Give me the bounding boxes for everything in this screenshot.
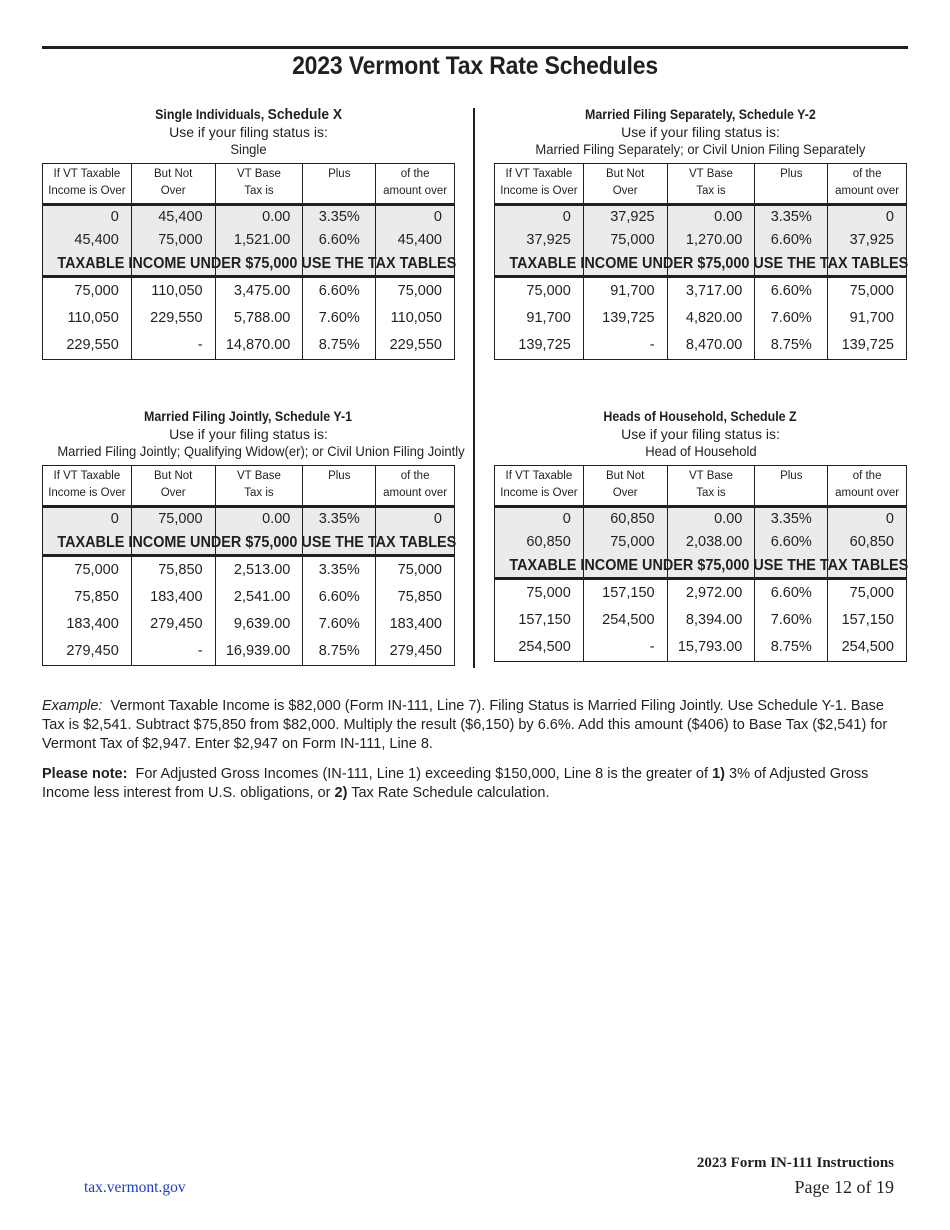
base-tax-cell: 0.00 [215,206,303,229]
rate-table [42,465,455,666]
column-header-line: amount over [835,184,900,197]
amount-over-cell: 183,400 [375,611,454,638]
filing-statuses: Head of Household [644,443,757,459]
column-header-line: But Not [606,469,645,482]
note-text-a: For Adjusted Gross Incomes (IN-111, Line 1) exceeding $150,000, Line 8 is the greater of [135,766,709,782]
rate-cell: 3.35% [754,508,827,531]
rate-cell: 6.60% [754,531,827,554]
column-header-line: Income is Over [48,486,126,499]
but-not-over-cell: 110,050 [131,278,215,305]
rate-cell: 6.60% [754,580,827,607]
table-row [43,557,454,584]
base-tax-cell: 8,394.00 [667,607,755,634]
rate-cell: 7.60% [754,305,827,332]
shaded-bracket-block [494,203,907,278]
schedule-y1 [42,408,465,666]
base-tax-cell: 14,870.00 [215,332,303,359]
rate-cell: 7.60% [754,607,827,634]
amount-over-cell: 229,550 [375,332,454,359]
schedule-y2 [494,106,907,360]
income-over-cell: 157,150 [518,611,571,628]
base-tax-cell: 8,470.00 [667,332,755,359]
example-paragraph [42,697,908,754]
income-over-cell: 0 [562,510,571,527]
base-tax-cell: 2,038.00 [667,531,755,554]
amount-over-cell: 60,850 [827,531,906,554]
tax-tables-note-row [495,252,909,275]
base-tax-cell: 1,270.00 [667,229,755,252]
base-tax-cell: 5,788.00 [215,305,303,332]
column-header-line: Income is Over [48,184,126,197]
column-header [754,164,827,203]
column-header-row [494,163,907,203]
income-over-cell: 75,000 [74,282,119,299]
but-not-over-cell: - [131,638,215,665]
table-row [43,611,454,638]
column-header-line: of the [400,167,430,180]
tax-tables-note-row [43,252,457,275]
column-header-line: But Not [606,167,645,180]
column-header [583,164,667,203]
amount-over-cell: 0 [827,206,906,229]
schedule-header [494,106,907,159]
but-not-over-cell: 75,000 [583,531,667,554]
schedule-name-big: Schedule X [267,106,342,123]
column-header-line: of the [852,469,882,482]
but-not-over-cell: 157,150 [583,580,667,607]
column-header [495,466,583,505]
but-not-over-cell: 37,925 [583,206,667,229]
example-text: Vermont Taxable Income is $82,000 (Form IN-111, Line 7). Filing Status is Married Filing Jointly. Use Schedule Y-1. Base Tax is $2,541. Subtract $75,850 from $82,000. Multiply the result ($6,150) by 6.6%. Add this amount ($406) to Base Tax ($2,541) for Vermont Tax of $2,947. Enter $2,947 on Form IN-111, Line 8. [42,698,888,752]
column-header [754,466,827,505]
top-rule [42,46,908,49]
use-if-text: Use if your filing status is: [169,425,328,442]
table-row [495,508,906,531]
amount-over-cell: 254,500 [827,634,906,661]
but-not-over-cell: 60,850 [583,508,667,531]
column-header-line: If VT Taxable [505,167,573,180]
table-row [43,332,454,359]
table-row [43,508,454,531]
column-header-line: But Not [154,167,193,180]
but-not-over-cell: 75,850 [131,557,215,584]
column-header-line: Plus [780,469,803,482]
use-if-text: Use if your filing status is: [621,425,780,442]
but-not-over-cell: 254,500 [583,607,667,634]
column-header-line: Over [612,486,638,499]
column-header-row [42,163,455,203]
table-row [43,638,454,665]
column-header [131,466,215,505]
note-num-2: 2) [334,785,348,801]
column-header-line: If VT Taxable [505,469,573,482]
table-row [495,634,906,661]
income-over-cell: 139,725 [518,336,571,353]
upper-bracket-block [494,580,907,662]
center-divider [473,108,475,668]
example-label: Example: [42,698,103,714]
income-over-cell: 75,000 [526,584,571,601]
table-row [495,229,906,252]
schedule-name: Heads of Household, Schedule Z [603,409,798,424]
table-row [43,229,454,252]
column-header [495,164,583,203]
column-header [302,164,375,203]
income-over-cell: 60,850 [526,533,571,550]
but-not-over-cell: 229,550 [131,305,215,332]
shaded-bracket-block [42,505,455,557]
note-text-b: 3% of Adjusted Gross Income less interest from U.S. obligations, or [42,766,869,801]
table-row [495,531,906,554]
table-row [495,607,906,634]
column-header-row [494,465,907,505]
tax-tables-note: TAXABLE INCOME UNDER $75,000 USE THE TAX TABLES [57,533,457,551]
but-not-over-cell: - [131,332,215,359]
income-over-cell: 37,925 [526,231,571,248]
base-tax-cell: 2,972.00 [667,580,755,607]
table-row [43,206,454,229]
column-header-line: If VT Taxable [53,167,121,180]
column-header [215,164,303,203]
base-tax-cell: 2,541.00 [215,584,303,611]
column-header-line: Income is Over [500,184,578,197]
column-header-line: VT Base [237,167,281,180]
column-header [827,164,906,203]
upper-bracket-block [42,278,455,360]
column-header-line: Plus [328,469,351,482]
income-over-cell: 0 [562,208,571,225]
rate-cell: 7.60% [302,611,375,638]
table-row [495,278,906,305]
amount-over-cell: 75,000 [827,278,906,305]
schedule-header [494,408,907,461]
base-tax-cell: 16,939.00 [215,638,303,665]
note-text-c: Tax Rate Schedule calculation. [351,785,550,801]
filing-statuses: Single [230,141,267,157]
base-tax-cell: 2,513.00 [215,557,303,584]
column-header [583,466,667,505]
income-over-cell: 91,700 [526,309,571,326]
base-tax-cell: 3,717.00 [667,278,755,305]
schedule-x [42,106,455,360]
table-row [495,206,906,229]
but-not-over-cell: 45,400 [131,206,215,229]
filing-statuses: Married Filing Separately; or Civil Union Filing Separately [535,141,866,157]
column-header-line: VT Base [689,167,733,180]
column-header-line: Tax is [244,184,274,197]
column-header-line: Over [160,184,186,197]
column-header-line: If VT Taxable [53,469,121,482]
footer-form-title: 2023 Form IN-111 Instructions [696,1155,894,1171]
column-header-line: Tax is [244,486,274,499]
upper-bracket-block [494,278,907,360]
rate-cell: 6.60% [302,278,375,305]
income-over-cell: 110,050 [67,309,119,326]
income-over-cell: 0 [110,208,119,225]
rate-cell: 3.35% [754,206,827,229]
rate-cell: 8.75% [302,638,375,665]
rate-cell: 6.60% [302,229,375,252]
column-header [43,164,131,203]
filing-statuses: Married Filing Jointly; Qualifying Widow(er); or Civil Union Filing Jointly [57,443,465,459]
column-header-line: Income is Over [500,486,578,499]
income-over-cell: 0 [110,510,119,527]
rate-cell: 8.75% [754,634,827,661]
use-if-text: Use if your filing status is: [621,123,780,140]
table-row [43,305,454,332]
column-header-line: Tax is [696,486,726,499]
amount-over-cell: 75,000 [827,580,906,607]
amount-over-cell: 0 [375,206,454,229]
rate-cell: 3.35% [302,557,375,584]
column-header [667,466,755,505]
schedule-name: Married Filing Jointly, Schedule Y-1 [144,409,353,424]
base-tax-cell: 15,793.00 [667,634,755,661]
use-if-text: Use if your filing status is: [169,123,328,140]
tax-tables-note-row [43,531,457,554]
page-title: 2023 Vermont Tax Rate Schedules [292,52,658,80]
amount-over-cell: 139,725 [827,332,906,359]
rate-cell: 3.35% [302,206,375,229]
amount-over-cell: 0 [827,508,906,531]
shaded-bracket-block [494,505,907,580]
rate-cell: 7.60% [302,305,375,332]
but-not-over-cell: - [583,332,667,359]
column-header [827,466,906,505]
column-header-line: But Not [154,469,193,482]
base-tax-cell: 1,521.00 [215,229,303,252]
column-header [131,164,215,203]
column-header-line: of the [852,167,882,180]
income-over-cell: 75,000 [526,282,571,299]
amount-over-cell: 110,050 [375,305,454,332]
income-over-cell: 45,400 [74,231,119,248]
column-header-line: of the [400,469,430,482]
amount-over-cell: 45,400 [375,229,454,252]
table-row [495,332,906,359]
rate-cell: 6.60% [754,278,827,305]
schedule-name: Single Individuals, [155,107,265,122]
rate-cell: 8.75% [754,332,827,359]
column-header-line: amount over [835,486,900,499]
rate-cell: 3.35% [302,508,375,531]
but-not-over-cell: 183,400 [131,584,215,611]
income-over-cell: 254,500 [518,638,571,655]
amount-over-cell: 91,700 [827,305,906,332]
tax-tables-note-row [495,554,909,577]
amount-over-cell: 0 [375,508,454,531]
but-not-over-cell: 75,000 [583,229,667,252]
column-header [375,466,454,505]
column-header-row [42,465,455,505]
amount-over-cell: 75,850 [375,584,454,611]
base-tax-cell: 0.00 [215,508,303,531]
column-header-line: amount over [383,486,448,499]
tax-tables-note: TAXABLE INCOME UNDER $75,000 USE THE TAX TABLES [57,254,457,272]
amount-over-cell: 37,925 [827,229,906,252]
but-not-over-cell: 75,000 [131,229,215,252]
but-not-over-cell: 279,450 [131,611,215,638]
income-over-cell: 229,550 [66,336,119,353]
rate-table [494,465,907,662]
column-header-line: Plus [328,167,351,180]
table-row [43,278,454,305]
rate-table [494,163,907,360]
schedule-header [42,408,465,461]
column-header [43,466,131,505]
but-not-over-cell: 75,000 [131,508,215,531]
income-over-cell: 75,000 [74,561,119,578]
column-header-line: Over [612,184,638,197]
rate-cell: 6.60% [302,584,375,611]
amount-over-cell: 75,000 [375,557,454,584]
rate-table [42,163,455,360]
schedule-z [494,408,907,662]
schedule-header [42,106,455,159]
base-tax-cell: 4,820.00 [667,305,755,332]
base-tax-cell: 0.00 [667,206,755,229]
column-header-line: VT Base [237,469,281,482]
but-not-over-cell: 139,725 [583,305,667,332]
income-over-cell: 183,400 [66,615,119,632]
base-tax-cell: 9,639.00 [215,611,303,638]
shaded-bracket-block [42,203,455,278]
base-tax-cell: 0.00 [667,508,755,531]
rate-cell: 6.60% [754,229,827,252]
amount-over-cell: 279,450 [375,638,454,665]
column-header [667,164,755,203]
column-header-line: Tax is [696,184,726,197]
rate-cell: 8.75% [302,332,375,359]
schedule-name: Married Filing Separately, Schedule Y-2 [585,107,816,122]
income-over-cell: 75,850 [74,588,119,605]
column-header [375,164,454,203]
column-header-line: VT Base [689,469,733,482]
table-row [495,305,906,332]
tax-tables-note: TAXABLE INCOME UNDER $75,000 USE THE TAX TABLES [509,556,909,574]
footer-page-number: Page 12 of 19 [794,1177,894,1197]
column-header-line: Over [160,486,186,499]
note-paragraph [42,765,908,803]
note-num-1: 1) [712,766,725,782]
table-row [43,584,454,611]
but-not-over-cell: - [583,634,667,661]
amount-over-cell: 75,000 [375,278,454,305]
column-header-line: amount over [383,184,448,197]
income-over-cell: 279,450 [66,642,119,659]
footer-website-link[interactable]: tax.vermont.gov [84,1179,186,1196]
upper-bracket-block [42,557,455,666]
column-header [302,466,375,505]
note-label: Please note: [42,766,128,782]
table-row [495,580,906,607]
amount-over-cell: 157,150 [827,607,906,634]
column-header [215,466,303,505]
base-tax-cell: 3,475.00 [215,278,303,305]
but-not-over-cell: 91,700 [583,278,667,305]
column-header-line: Plus [780,167,803,180]
tax-tables-note: TAXABLE INCOME UNDER $75,000 USE THE TAX TABLES [509,254,909,272]
